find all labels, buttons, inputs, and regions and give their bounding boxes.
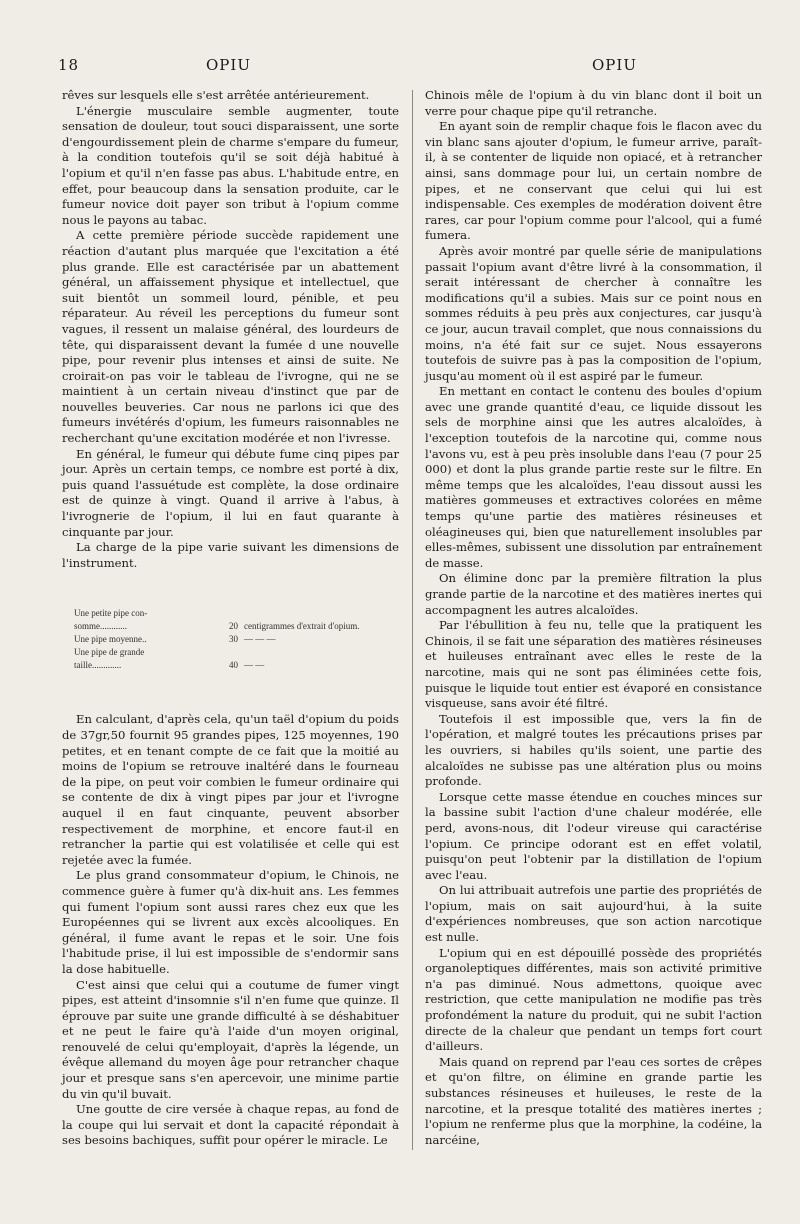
table-label-cont: somme............ xyxy=(74,621,127,632)
running-header xyxy=(0,56,800,80)
table-value: 20 xyxy=(229,621,238,632)
paragraph: L'énergie musculaire semble augmenter, toute sensation de douleur, tout souci disparaissent, une sorte d'engourdissement plein de charme s'empare du fumeur, à la condition toutefois qu'il se soit déjà habitué à l'opium et qu'il n'en fasse pas abus. L'habitude entre, en effet, pour beaucoup dans la sensation produite, car le fumeur novice doit payer son tribut à l'opium comme nous le payons au tabac. xyxy=(62,103,399,227)
paragraph: L'opium qui en est dépouillé possède des propriétés organoleptiques différentes, mais son activité primitive n'a pas diminué. Nous admettons, quoique avec restriction, que cette manipulation ne modifie pas très profondément la nature du produit, qui ne subit l'action directe de la chaleur que pendant un temps fort court d'ailleurs. xyxy=(425,945,762,1054)
paragraph: En général, le fumeur qui débute fume cinq pipes par jour. Après un certain temps, ce nombre est porté à dix, puis quand l'assuétude est complète, la dose ordinaire est de quinze à vingt. Quand il arrive à l'abus, à l'ivrognerie de l'opium, il lui en faut quarante à cinquante par jour. xyxy=(62,446,399,539)
left-column xyxy=(62,88,399,1149)
header-title-right: OPIU xyxy=(592,56,637,74)
table-unit: centigrammes d'extrait d'opium. xyxy=(244,621,360,632)
table-row xyxy=(74,659,399,672)
paragraph: Chinois mêle de l'opium à du vin blanc dont il boit un verre pour chaque pipe qu'il retranche. xyxy=(425,88,762,118)
table-label-cont: taille............. xyxy=(74,660,122,671)
paragraph: rêves sur lesquels elle s'est arrêtée antérieurement. xyxy=(62,88,370,102)
right-column xyxy=(425,88,762,1148)
paragraph: A cette première période succède rapidement une réaction d'autant plus marquée que l'excitation a été plus grande. Elle est caractérisée par un abattement général, un affaissement physique et intellectuel, que suit bientôt un sommeil lourd, pénible, et peu réparateur. Au réveil les perceptions du fumeur sont vagues, il ressent un malaise général, des lourdeurs de tête, qui disparaissent devant la fumée d une nouvelle pipe, pour revenir plus intenses et ainsi de suite. Ne croirait-on pas voir le tableau de l'ivrogne, qui ne se maintient à un certain niveau d'instinct que par de nouvelles beuveries. Car nous ne parlons ici que des fumeurs invétérés d'opium, les fumeurs raisonnables ne recherchant qu'une excitation modérée et non l'ivresse. xyxy=(62,228,399,446)
table-label: Une petite pipe con- xyxy=(74,608,148,619)
paragraph: C'est ainsi que celui qui a coutume de fumer vingt pipes, est atteint d'insomnie s'il n'en fume que quinze. Il éprouve par suite une grande difficulté à se déshabituer et ne peut le faire qu'à l'aide d'un moyen original, renouvelé de celui qu'employait, d'après la légende, un évêque allemand du moyen âge pour retrancher chaque jour et presque sans s'en apercevoir, une minime partie du vin qu'il buvait. xyxy=(62,977,399,1101)
column-divider xyxy=(412,90,413,1150)
paragraph: On lui attribuait autrefois une partie des propriétés de l'opium, mais on sait aujourd'hui, à la suite d'expériences nombreuses, que son action narcotique est nulle. xyxy=(425,883,762,945)
paragraph: Après avoir montré par quelle série de manipulations passait l'opium avant d'être livré à la consommation, il serait intéressant de chercher à connaître les modifications qu'il a subies. Mais sur ce point nous en sommes réduits à peu près aux conjectures, car jusqu'à ce jour, aucun travail complet, que nous connaissions du moins, n'a été fait sur ce sujet. Nous essayerons toutefois de suivre pas à pas la composition de l'opium, jusqu'au moment où il est aspiré par le fumeur. xyxy=(425,243,762,383)
paragraph: Une goutte de cire versée à chaque repas, au fond de la coupe qui lui servait et dont la capacité répondait à ses besoins bachiques, suffit pour opérer le miracle. Le xyxy=(62,1102,399,1148)
paragraph: Lorsque cette masse étendue en couches minces sur la bassine subit l'action d'une chaleur modérée, elle perd, avons-nous, dit l'odeur vireuse qui caractérise l'opium. Ce principe odorant est en effet volatil, puisqu'on peut l'obtenir par la distillation de l'opium avec l'eau. xyxy=(425,789,762,882)
paragraph: Mais quand on reprend par l'eau ces sortes de crêpes et qu'on filtre, on élimine en grande partie les substances résineuses et huileuses, le reste de la narcotine, et la presque totalité des matières inertes ; l'opium ne renferme plus que la morphine, la codéine, la narcéine, xyxy=(425,1054,762,1147)
paragraph: En ayant soin de remplir chaque fois le flacon avec du vin blanc sans ajouter d'opium, le fumeur arrive, paraît-il, à se contenter de liquide non opiacé, et à retrancher ainsi, sans dommage pour lui, un certain nombre de pipes, et ne conservant que celui qui lui est indispensable. Ces exemples de modération doivent être rares, car pour l'opium comme pour l'alcool, qui a fumé fumera. xyxy=(425,119,762,243)
table-value: 30 xyxy=(229,634,238,645)
paragraph: La charge de la pipe varie suivant les dimensions de l'instrument. xyxy=(62,540,399,570)
table-label: Une pipe moyenne.. xyxy=(74,634,147,645)
page-number: 18 xyxy=(58,56,80,74)
paragraph: Le plus grand consommateur d'opium, le Chinois, ne commence guère à fumer qu'à dix-huit ans. Les femmes qui fument l'opium sont aussi rares chez eux que les Européennes qui se livrent aux excès alcooliques. En général, il fume avant le repas et le soir. Une fois l'habitude prise, il lui est impossible de s'endormir sans la dose habituelle. xyxy=(62,868,399,976)
table-row xyxy=(74,607,399,620)
table-unit: — — — xyxy=(244,634,276,645)
table-value: 40 xyxy=(229,660,238,671)
paragraph: Par l'ébullition à feu nu, telle que la pratiquent les Chinois, il se fait une séparation des matières résineuses et huileuses entraînant avec elles le reste de la narcotine, mais qui ne sont pas éliminées cette fois, puisque le liquide tout entier est évaporé en consistance visqueuse, sans avoir été filtré. xyxy=(425,618,762,711)
paragraph: Toutefois il est impossible que, vers la fin de l'opération, et malgré toutes les précautions prises par les ouvriers, si habiles qu'ils soient, une partie des alcaloïdes ne subisse pas une altération plus ou moins profonde. xyxy=(425,711,762,789)
table-unit: — — xyxy=(244,660,265,671)
paragraph: On élimine donc par la première filtration la plus grande partie de la narcotine et des matières inertes qui accompagnent les autres alcaloïdes. xyxy=(425,571,762,617)
paragraph: En mettant en contact le contenu des boules d'opium avec une grande quantité d'eau, ce liquide dissout les sels de morphine ainsi que les autres alcaloïdes, à l'exception toutefois de la narcotine qui, comme nous l'avons vu, est à peu près insoluble dans l'eau (7 pour 25 000) et dont la plus grande partie reste sur le filtre. En même temps que les alcaloïdes, l'eau dissout aussi les matières gommeuses et extractives colorées en même temps qu'une partie des matières résineuses et oléagineuses qui, bien que naturellement insolubles par elles-mêmes, subissent une dissolution par entraînement de masse. xyxy=(425,384,762,570)
paragraph: En calculant, d'après cela, qu'un taël d'opium du poids de 37gr,50 fournit 95 grandes pipes, 125 moyennes, 190 petites, et en tenant compte de ce fait que la moitié au moins de l'opium se retrouve inaltéré dans le fourneau de la pipe, on peut voir combien le fumeur ordinaire qui se contente de dix à vingt pipes par jour et l'ivrogne auquel il en faut cinquante, peuvent absorber respectivement de morphine, et encore faut-il en retrancher la partie qui est volatilisée et celle qui est rejetée avec la fumée. xyxy=(62,712,399,867)
table-row xyxy=(74,646,399,659)
header-title-left: OPIU xyxy=(206,56,251,74)
table-row xyxy=(74,633,399,646)
pipe-dose-table xyxy=(74,607,399,672)
table-row xyxy=(74,620,399,633)
table-label: Une pipe de grande xyxy=(74,647,145,658)
